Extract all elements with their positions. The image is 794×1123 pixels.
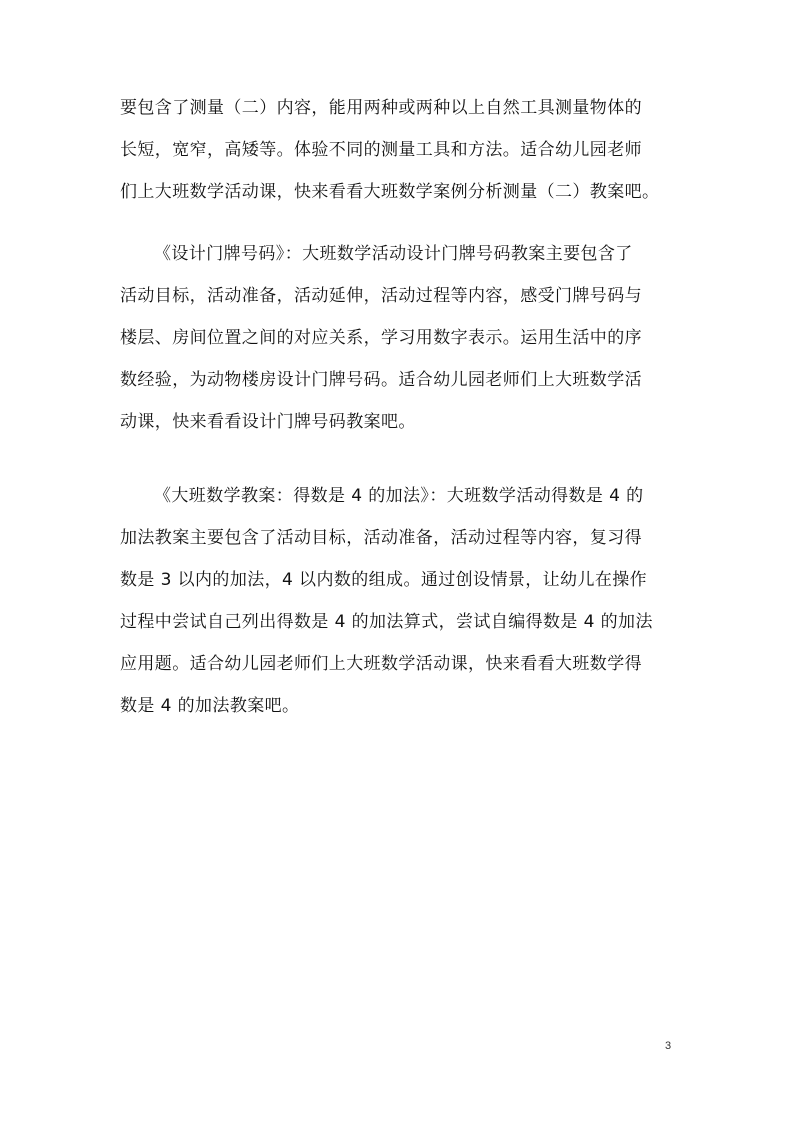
paragraph-line: 数经验，为动物楼房设计门牌号码。适合幼儿园老师们上大班数学活 [120, 370, 642, 390]
paragraph-line: 应用题。适合幼儿园老师们上大班数学活动课，快来看看大班数学得 [120, 654, 642, 674]
paragraph-line: 《大班数学教案：得数是 4 的加法》：大班数学活动得数是 4 的 [154, 486, 644, 506]
paragraph-line: 数是 3 以内的加法，4 以内数的组成。通过创设情景，让幼儿在操作 [120, 570, 648, 590]
paragraph-line: 长短，宽窄，高矮等。体验不同的测量工具和方法。适合幼儿园老师 [120, 140, 642, 160]
paragraph-addition-to-four [120, 475, 680, 727]
paragraph-line: 要包含了测量（二）内容，能用两种或两种以上自然工具测量物体的 [120, 98, 642, 118]
page-number: 3 [665, 1040, 672, 1052]
paragraph-line: 加法教案主要包含了活动目标，活动准备，活动过程等内容，复习得 [120, 528, 642, 548]
paragraph-line: 活动目标，活动准备，活动延伸，活动过程等内容，感受门牌号码与 [120, 286, 642, 306]
paragraph-measurement-continued [120, 87, 680, 213]
paragraph-line: 《设计门牌号码》：大班数学活动设计门牌号码教案主要包含了 [154, 244, 633, 264]
paragraph-line: 动课，快来看看设计门牌号码教案吧。 [120, 412, 416, 432]
paragraph-line: 过程中尝试自己列出得数是 4 的加法算式，尝试自编得数是 4 的加法 [120, 612, 653, 632]
paragraph-line: 数是 4 的加法教案吧。 [120, 696, 300, 716]
paragraph-line: 们上大班数学活动课，快来看看大班数学案例分析测量（二）教案吧。 [120, 182, 660, 202]
paragraph-door-number-design [120, 233, 680, 443]
paragraph-line: 楼层、房间位置之间的对应关系，学习用数字表示。运用生活中的序 [120, 328, 642, 348]
